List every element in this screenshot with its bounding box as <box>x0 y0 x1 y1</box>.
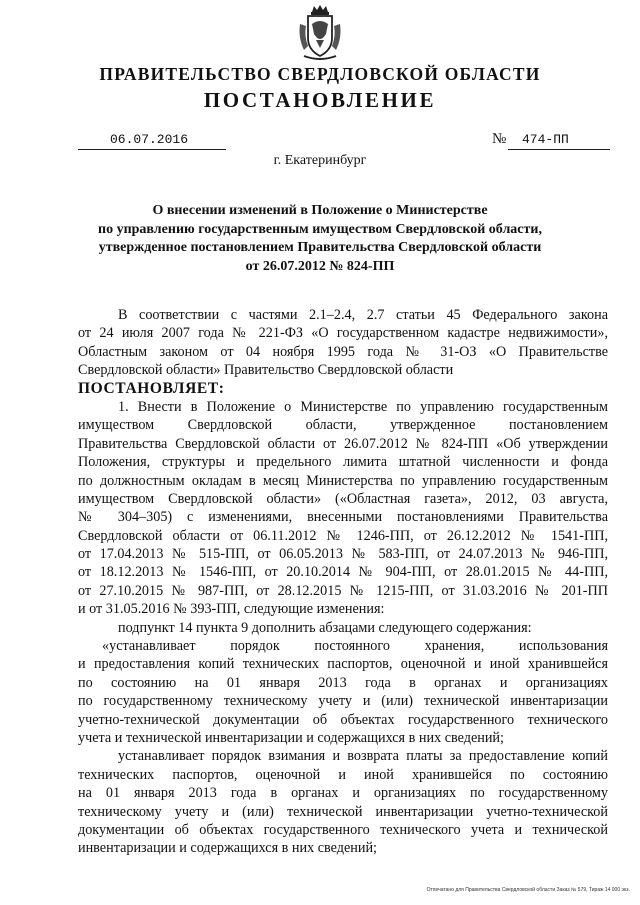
print-note: Отпечатано для Правительства Свердловской области Заказ № 579, Тираж 14 000 экз. <box>426 887 630 893</box>
body-line: инвентаризации и содержащихся в них сведений; <box>78 840 378 857</box>
body-line: имуществом Свердловской области» («Областная газета», 2012, 03 августа, <box>78 490 608 507</box>
body-line: Свердловской области от 06.11.2012 № 1246-ПП, от 26.12.2012 № 1541-ПП, <box>78 527 608 544</box>
body-line: имуществом Свердловской области, утвержденное постановлением <box>78 417 608 434</box>
body-line: от 17.04.2013 № 515-ПП, от 06.05.2013 № 583-ПП, от 24.07.2013 № 946-ПП, <box>78 546 608 563</box>
body-line: 1. Внести в Положение о Министерстве по управлению государственным <box>118 398 608 415</box>
document-body <box>78 306 608 858</box>
body-line: Правительства Свердловской области от 26.07.2012 № 824-ПП «Об утверждении <box>78 435 608 452</box>
heading-line: по управлению государственным имуществом Свердловской области, <box>98 221 542 237</box>
body-line: устанавливает порядок взимания и возврата платы за предоставление копий <box>118 748 608 765</box>
resolution-keyword: ПОСТАНОВЛЯЕТ: <box>78 379 225 397</box>
body-line: по государственному техническому учету и (или) технической инвентаризации <box>78 693 608 710</box>
body-line: от 27.10.2015 № 987-ПП, от 28.12.2015 № 1215-ПП, от 31.03.2016 № 201-ПП <box>78 582 608 599</box>
body-line: документации об объектах государственного технического учета и технической <box>78 821 608 838</box>
document-heading <box>40 202 600 276</box>
document-city: г. Екатеринбург <box>273 153 367 168</box>
number-field <box>508 132 610 150</box>
date-field <box>78 132 226 150</box>
document-type: ПОСТАНОВЛЕНИЕ <box>203 88 437 112</box>
body-line: технических паспортов, оценочной и иной хранившейся по состоянию <box>78 766 608 783</box>
body-line: № 304–305) с изменениями, внесенными постановлениями Правительства <box>78 509 608 526</box>
body-line: учета и технической инвентаризации и содержащихся в них сведений; <box>78 729 504 746</box>
body-line: Областным законом от 04 ноября 1995 года № 31-ОЗ «О Правительстве <box>78 343 608 360</box>
body-line: от 24 июля 2007 года № 221-ФЗ «О государственном кадастре недвижимости», <box>78 325 608 342</box>
body-line: Свердловской области» Правительство Свердловской области <box>78 362 454 379</box>
body-line: учетно-технической документации об объектах государственного технического <box>78 711 608 728</box>
body-line: от 18.12.2013 № 1546-ПП, от 20.10.2014 № 904-ПП, от 28.01.2015 № 44-ПП, <box>78 564 608 581</box>
body-line: техническому учету и (или) технической инвентаризации учетно-технической <box>78 803 608 820</box>
heading-line: О внесении изменений в Положение о Министерстве <box>152 203 488 218</box>
body-line: Положения, структуры и предельного лимита штатной численности и фонда <box>78 454 608 471</box>
body-line: на 01 января 2013 года в органах и организациях по государственному <box>78 785 608 802</box>
body-line: по состоянию на 01 января 2013 года в органах и организациях <box>78 674 608 691</box>
body-line: по должностным окладам в месяц Министерства по управлению государственным <box>78 472 608 489</box>
heading-line: от 26.07.2012 № 824-ПП <box>245 258 395 274</box>
coat-of-arms-icon <box>296 4 344 62</box>
body-line: В соответствии с частями 2.1–2.4, 2.7 статьи 45 Федерального закона <box>118 307 608 323</box>
number-sign: № <box>492 131 507 147</box>
body-line: и от 31.05.2016 № 393-ПП, следующие изменения: <box>78 601 385 618</box>
heading-line: утвержденное постановлением Правительства Свердловской области <box>98 240 542 255</box>
body-line: и предоставления копий технических паспортов, оценочной и иной хранившейся <box>78 656 608 673</box>
government-title: ПРАВИТЕЛЬСТВО СВЕРДЛОВСКОЙ ОБЛАСТИ <box>99 64 541 84</box>
document-number: 474-ПП <box>522 132 569 147</box>
body-line: подпункт 14 пункта 9 дополнить абзацами следующего содержания: <box>118 619 532 636</box>
document-date: 06.07.2016 <box>110 132 189 147</box>
body-line: «устанавливает порядок постоянного хранения, использования <box>102 638 608 655</box>
